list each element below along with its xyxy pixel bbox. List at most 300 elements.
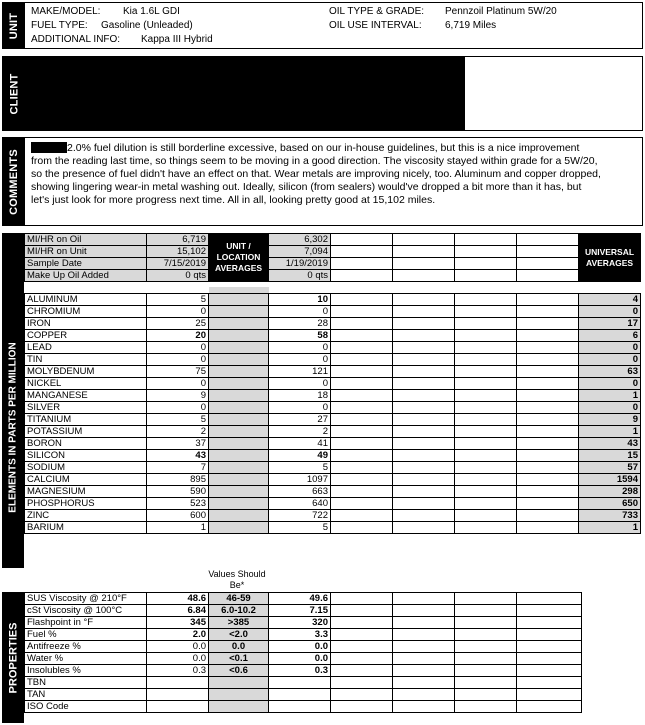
element-name: TIN <box>25 353 147 365</box>
element-name: MAGNESIUM <box>25 485 147 497</box>
empty-property-cell <box>517 653 582 665</box>
header-row-label: MI/HR on Unit <box>25 246 147 258</box>
element-previous-value: 640 <box>269 497 331 509</box>
element-unit-average <box>209 497 269 509</box>
empty-element-cell <box>393 329 455 341</box>
property-row <box>25 629 582 641</box>
element-row <box>25 389 641 401</box>
element-row <box>25 365 641 377</box>
property-should-be <box>209 677 269 689</box>
element-current-value: 7 <box>147 461 209 473</box>
empty-property-cell <box>517 617 582 629</box>
empty-element-cell <box>393 413 455 425</box>
element-previous-value: 1097 <box>269 473 331 485</box>
element-row <box>25 305 641 317</box>
element-previous-value: 0 <box>269 353 331 365</box>
property-row <box>25 653 582 665</box>
element-previous-value: 722 <box>269 509 331 521</box>
previous-sample-value: 1/19/2019 <box>269 258 331 270</box>
empty-property-cell <box>393 653 455 665</box>
empty-sample-cell <box>517 246 579 258</box>
elements-table <box>24 287 641 534</box>
empty-element-cell <box>331 497 393 509</box>
empty-sample-cell <box>393 258 455 270</box>
oil-interval-label: OIL USE INTERVAL: <box>329 20 422 31</box>
element-unit-average <box>209 425 269 437</box>
empty-sample-cell <box>331 258 393 270</box>
element-current-value: 0 <box>147 353 209 365</box>
element-unit-average <box>209 377 269 389</box>
unit-section <box>2 2 643 49</box>
element-name: MOLYBDENUM <box>25 365 147 377</box>
client-section-label: CLIENT <box>8 73 21 114</box>
element-unit-average <box>209 329 269 341</box>
empty-property-cell <box>331 605 393 617</box>
empty-element-cell <box>393 305 455 317</box>
empty-property-cell <box>331 653 393 665</box>
element-previous-value: 0 <box>269 377 331 389</box>
element-universal-average: 298 <box>579 485 641 497</box>
property-row <box>25 665 582 677</box>
element-universal-average: 1 <box>579 521 641 533</box>
element-name: POTASSIUM <box>25 425 147 437</box>
header-row-label: Make Up Oil Added <box>25 270 147 282</box>
element-row <box>25 509 641 521</box>
empty-property-cell <box>517 677 582 689</box>
comments-section <box>2 137 643 226</box>
element-previous-value: 0 <box>269 305 331 317</box>
empty-property-cell <box>455 641 517 653</box>
empty-sample-cell <box>393 270 455 282</box>
element-unit-average <box>209 509 269 521</box>
empty-element-cell <box>393 317 455 329</box>
property-current-value: 48.6 <box>147 593 209 605</box>
empty-property-cell <box>393 677 455 689</box>
empty-property-cell <box>455 617 517 629</box>
empty-sample-cell <box>455 258 517 270</box>
header-row-label: Sample Date <box>25 258 147 270</box>
element-universal-average: 15 <box>579 449 641 461</box>
element-name: NICKEL <box>25 377 147 389</box>
element-current-value: 43 <box>147 449 209 461</box>
empty-element-cell <box>455 341 517 353</box>
element-universal-average: 1 <box>579 389 641 401</box>
property-current-value <box>147 689 209 701</box>
property-previous-value: 3.3 <box>269 629 331 641</box>
element-unit-average <box>209 293 269 305</box>
empty-element-cell <box>517 365 579 377</box>
element-universal-average: 17 <box>579 317 641 329</box>
element-current-value: 5 <box>147 293 209 305</box>
empty-element-cell <box>517 485 579 497</box>
empty-property-cell <box>517 701 582 713</box>
empty-element-cell <box>331 401 393 413</box>
empty-property-cell <box>517 641 582 653</box>
empty-element-cell <box>331 365 393 377</box>
element-name: COPPER <box>25 329 147 341</box>
header-row <box>25 246 641 258</box>
element-row <box>25 317 641 329</box>
element-previous-value: 5 <box>269 521 331 533</box>
element-unit-average <box>209 485 269 497</box>
elements-section-label: ELEMENTS IN PARTS PER MILLION <box>7 342 19 513</box>
element-current-value: 895 <box>147 473 209 485</box>
property-current-value: 6.84 <box>147 605 209 617</box>
property-current-value: 0.0 <box>147 641 209 653</box>
property-current-value: 0.0 <box>147 653 209 665</box>
properties-sidebar <box>2 592 24 723</box>
element-previous-value: 28 <box>269 317 331 329</box>
empty-element-cell <box>455 317 517 329</box>
empty-element-cell <box>517 425 579 437</box>
header-row <box>25 258 641 270</box>
empty-property-cell <box>331 665 393 677</box>
header-row <box>25 270 641 282</box>
element-previous-value: 2 <box>269 425 331 437</box>
property-previous-value: 0.3 <box>269 665 331 677</box>
element-row <box>25 473 641 485</box>
empty-element-cell <box>331 461 393 473</box>
element-row <box>25 401 641 413</box>
element-name: SILICON <box>25 449 147 461</box>
empty-element-cell <box>455 293 517 305</box>
unit-location-averages-header: UNIT / LOCATION AVERAGES <box>209 234 269 282</box>
element-row <box>25 461 641 473</box>
property-should-be: >385 <box>209 617 269 629</box>
element-previous-value: 5 <box>269 461 331 473</box>
element-current-value: 0 <box>147 341 209 353</box>
element-current-value: 0 <box>147 305 209 317</box>
element-name: SILVER <box>25 401 147 413</box>
empty-element-cell <box>331 509 393 521</box>
empty-property-cell <box>393 665 455 677</box>
empty-property-cell <box>393 629 455 641</box>
elements-sidebar <box>2 287 24 568</box>
property-previous-value: 320 <box>269 617 331 629</box>
element-row <box>25 425 641 437</box>
element-universal-average: 650 <box>579 497 641 509</box>
empty-element-cell <box>517 521 579 533</box>
empty-element-cell <box>455 521 517 533</box>
unit-section-label: UNIT <box>8 12 20 39</box>
empty-property-cell <box>393 689 455 701</box>
empty-element-cell <box>393 389 455 401</box>
element-universal-average: 0 <box>579 353 641 365</box>
empty-sample-cell <box>517 258 579 270</box>
property-row <box>25 605 582 617</box>
empty-element-cell <box>393 425 455 437</box>
empty-element-cell <box>331 293 393 305</box>
empty-element-cell <box>331 485 393 497</box>
element-universal-average: 0 <box>579 305 641 317</box>
element-unit-average <box>209 437 269 449</box>
empty-sample-cell <box>393 234 455 246</box>
element-universal-average: 0 <box>579 377 641 389</box>
element-unit-average <box>209 305 269 317</box>
empty-element-cell <box>331 353 393 365</box>
element-row <box>25 377 641 389</box>
empty-element-cell <box>517 509 579 521</box>
property-should-be: 46-59 <box>209 593 269 605</box>
oil-interval-value: 6,719 Miles <box>445 20 497 31</box>
empty-element-cell <box>393 449 455 461</box>
properties-table <box>24 592 582 713</box>
empty-element-cell <box>517 437 579 449</box>
element-unit-average <box>209 473 269 485</box>
empty-property-cell <box>517 593 582 605</box>
make-model-value: Kia 1.6L GDI <box>123 6 180 17</box>
current-sample-value: 15,102 <box>147 246 209 258</box>
empty-element-cell <box>517 293 579 305</box>
property-name: SUS Viscosity @ 210°F <box>25 593 147 605</box>
empty-element-cell <box>455 425 517 437</box>
element-previous-value: 0 <box>269 341 331 353</box>
empty-property-cell <box>393 641 455 653</box>
property-row <box>25 689 582 701</box>
empty-property-cell <box>331 629 393 641</box>
empty-sample-cell <box>455 270 517 282</box>
property-should-be: <0.6 <box>209 665 269 677</box>
previous-sample-value: 7,094 <box>269 246 331 258</box>
element-previous-value: 18 <box>269 389 331 401</box>
element-row <box>25 293 641 305</box>
element-row <box>25 449 641 461</box>
unit-info <box>31 6 638 46</box>
empty-element-cell <box>455 401 517 413</box>
element-row <box>25 437 641 449</box>
property-should-be: <2.0 <box>209 629 269 641</box>
elements-section <box>2 287 643 568</box>
empty-element-cell <box>331 377 393 389</box>
element-row <box>25 497 641 509</box>
property-row <box>25 677 582 689</box>
client-sidebar <box>3 57 25 130</box>
empty-element-cell <box>517 389 579 401</box>
empty-element-cell <box>517 401 579 413</box>
element-unit-average <box>209 353 269 365</box>
element-row <box>25 521 641 533</box>
fuel-type-value: Gasoline (Unleaded) <box>101 20 193 31</box>
empty-property-cell <box>455 701 517 713</box>
empty-property-cell <box>517 689 582 701</box>
element-universal-average: 9 <box>579 413 641 425</box>
empty-sample-cell <box>517 234 579 246</box>
empty-sample-cell <box>331 270 393 282</box>
element-current-value: 25 <box>147 317 209 329</box>
sample-header-section <box>2 233 643 287</box>
element-unit-average <box>209 317 269 329</box>
sample-header-body <box>25 234 641 282</box>
element-current-value: 590 <box>147 485 209 497</box>
element-name: ALUMINUM <box>25 293 147 305</box>
empty-element-cell <box>393 365 455 377</box>
element-row <box>25 413 641 425</box>
element-name: ZINC <box>25 509 147 521</box>
empty-element-cell <box>517 377 579 389</box>
property-name: TAN <box>25 689 147 701</box>
comments-sidebar <box>3 138 25 225</box>
header-sidebar <box>2 233 24 287</box>
property-name: ISO Code <box>25 701 147 713</box>
empty-property-cell <box>331 641 393 653</box>
element-row <box>25 353 641 365</box>
empty-element-cell <box>455 413 517 425</box>
property-previous-value <box>269 689 331 701</box>
make-model-label: MAKE/MODEL: <box>31 6 101 17</box>
property-current-value: 345 <box>147 617 209 629</box>
empty-element-cell <box>455 485 517 497</box>
element-universal-average: 6 <box>579 329 641 341</box>
empty-sample-cell <box>517 270 579 282</box>
empty-element-cell <box>393 293 455 305</box>
empty-element-cell <box>393 485 455 497</box>
element-universal-average: 1594 <box>579 473 641 485</box>
property-row <box>25 593 582 605</box>
empty-property-cell <box>455 605 517 617</box>
element-current-value: 523 <box>147 497 209 509</box>
element-row <box>25 329 641 341</box>
empty-element-cell <box>393 437 455 449</box>
empty-element-cell <box>455 437 517 449</box>
element-current-value: 75 <box>147 365 209 377</box>
empty-element-cell <box>517 305 579 317</box>
client-section <box>2 56 643 131</box>
previous-sample-value: 0 qts <box>269 270 331 282</box>
property-should-be <box>209 689 269 701</box>
empty-property-cell <box>331 677 393 689</box>
element-name: PHOSPHORUS <box>25 497 147 509</box>
element-previous-value: 121 <box>269 365 331 377</box>
element-row <box>25 341 641 353</box>
element-row <box>25 485 641 497</box>
element-unit-average <box>209 413 269 425</box>
empty-sample-cell <box>331 246 393 258</box>
empty-element-cell <box>455 473 517 485</box>
element-previous-value: 663 <box>269 485 331 497</box>
empty-property-cell <box>455 665 517 677</box>
element-current-value: 9 <box>147 389 209 401</box>
element-current-value: 5 <box>147 413 209 425</box>
empty-element-cell <box>517 413 579 425</box>
element-current-value: 0 <box>147 401 209 413</box>
property-current-value: 0.3 <box>147 665 209 677</box>
empty-sample-cell <box>331 234 393 246</box>
element-unit-average <box>209 389 269 401</box>
element-universal-average: 0 <box>579 341 641 353</box>
element-universal-average: 43 <box>579 437 641 449</box>
property-name: Flashpoint in °F <box>25 617 147 629</box>
previous-sample-value: 6,302 <box>269 234 331 246</box>
element-previous-value: 58 <box>269 329 331 341</box>
additional-info-value: Kappa III Hybrid <box>141 34 213 45</box>
element-current-value: 37 <box>147 437 209 449</box>
empty-property-cell <box>331 701 393 713</box>
element-unit-average <box>209 341 269 353</box>
current-sample-value: 6,719 <box>147 234 209 246</box>
header-row-label: MI/HR on Oil <box>25 234 147 246</box>
element-name: BORON <box>25 437 147 449</box>
empty-element-cell <box>393 497 455 509</box>
empty-element-cell <box>331 389 393 401</box>
client-redacted-block <box>25 57 465 130</box>
empty-element-cell <box>331 317 393 329</box>
element-name: LEAD <box>25 341 147 353</box>
empty-property-cell <box>393 593 455 605</box>
empty-element-cell <box>331 329 393 341</box>
header-row <box>25 234 641 246</box>
empty-sample-cell <box>455 234 517 246</box>
comments-body: 2.0% fuel dilution is still borderline excessive, based on our in-house guidelines, but this is a nice improvement from the reading last time, so things seem to be moving in a good direction. The viscosity stayed within grade for a 5W/20, so the presence of fuel didn't have an effect on that. Wear metals are improving nicely, too. Aluminum and copper dropped, showing lingering wear-in metal washing out. Ideally, silicon (from sealers) would've dropped a bit more than it has, but let's just look for more progress next time. All in all, looking pretty good at 15,102 miles. <box>31 142 601 206</box>
empty-property-cell <box>393 617 455 629</box>
empty-element-cell <box>517 473 579 485</box>
empty-property-cell <box>393 701 455 713</box>
element-name: MANGANESE <box>25 389 147 401</box>
empty-element-cell <box>517 449 579 461</box>
empty-element-cell <box>331 425 393 437</box>
empty-property-cell <box>517 605 582 617</box>
empty-element-cell <box>393 509 455 521</box>
empty-element-cell <box>455 449 517 461</box>
property-previous-value: 0.0 <box>269 641 331 653</box>
element-universal-average: 57 <box>579 461 641 473</box>
elements-body <box>25 287 641 533</box>
empty-element-cell <box>517 341 579 353</box>
element-previous-value: 10 <box>269 293 331 305</box>
property-current-value: 2.0 <box>147 629 209 641</box>
properties-section <box>2 592 643 723</box>
empty-property-cell <box>517 629 582 641</box>
oil-type-label: OIL TYPE & GRADE: <box>329 6 425 17</box>
empty-element-cell <box>331 341 393 353</box>
element-name: BARIUM <box>25 521 147 533</box>
empty-element-cell <box>455 305 517 317</box>
property-name: Insolubles % <box>25 665 147 677</box>
empty-sample-cell <box>393 246 455 258</box>
element-unit-average <box>209 365 269 377</box>
element-universal-average: 1 <box>579 425 641 437</box>
empty-element-cell <box>455 389 517 401</box>
properties-body <box>25 593 582 713</box>
universal-averages-header: UNIVERSAL AVERAGES <box>579 234 641 282</box>
comments-section-label: COMMENTS <box>8 148 21 215</box>
property-should-be: 0.0 <box>209 641 269 653</box>
property-should-be: 6.0-10.2 <box>209 605 269 617</box>
empty-element-cell <box>517 317 579 329</box>
empty-property-cell <box>331 593 393 605</box>
element-name: CALCIUM <box>25 473 147 485</box>
element-current-value: 1 <box>147 521 209 533</box>
element-universal-average: 4 <box>579 293 641 305</box>
empty-element-cell <box>517 329 579 341</box>
empty-element-cell <box>393 353 455 365</box>
empty-element-cell <box>393 473 455 485</box>
property-previous-value: 7.15 <box>269 605 331 617</box>
current-sample-value: 7/15/2019 <box>147 258 209 270</box>
element-previous-value: 27 <box>269 413 331 425</box>
property-previous-value: 49.6 <box>269 593 331 605</box>
property-should-be <box>209 701 269 713</box>
element-current-value: 2 <box>147 425 209 437</box>
empty-property-cell <box>455 629 517 641</box>
empty-element-cell <box>393 521 455 533</box>
empty-property-cell <box>331 689 393 701</box>
empty-element-cell <box>455 329 517 341</box>
element-name: CHROMIUM <box>25 305 147 317</box>
empty-element-cell <box>393 461 455 473</box>
empty-element-cell <box>331 413 393 425</box>
empty-element-cell <box>331 521 393 533</box>
element-universal-average: 63 <box>579 365 641 377</box>
